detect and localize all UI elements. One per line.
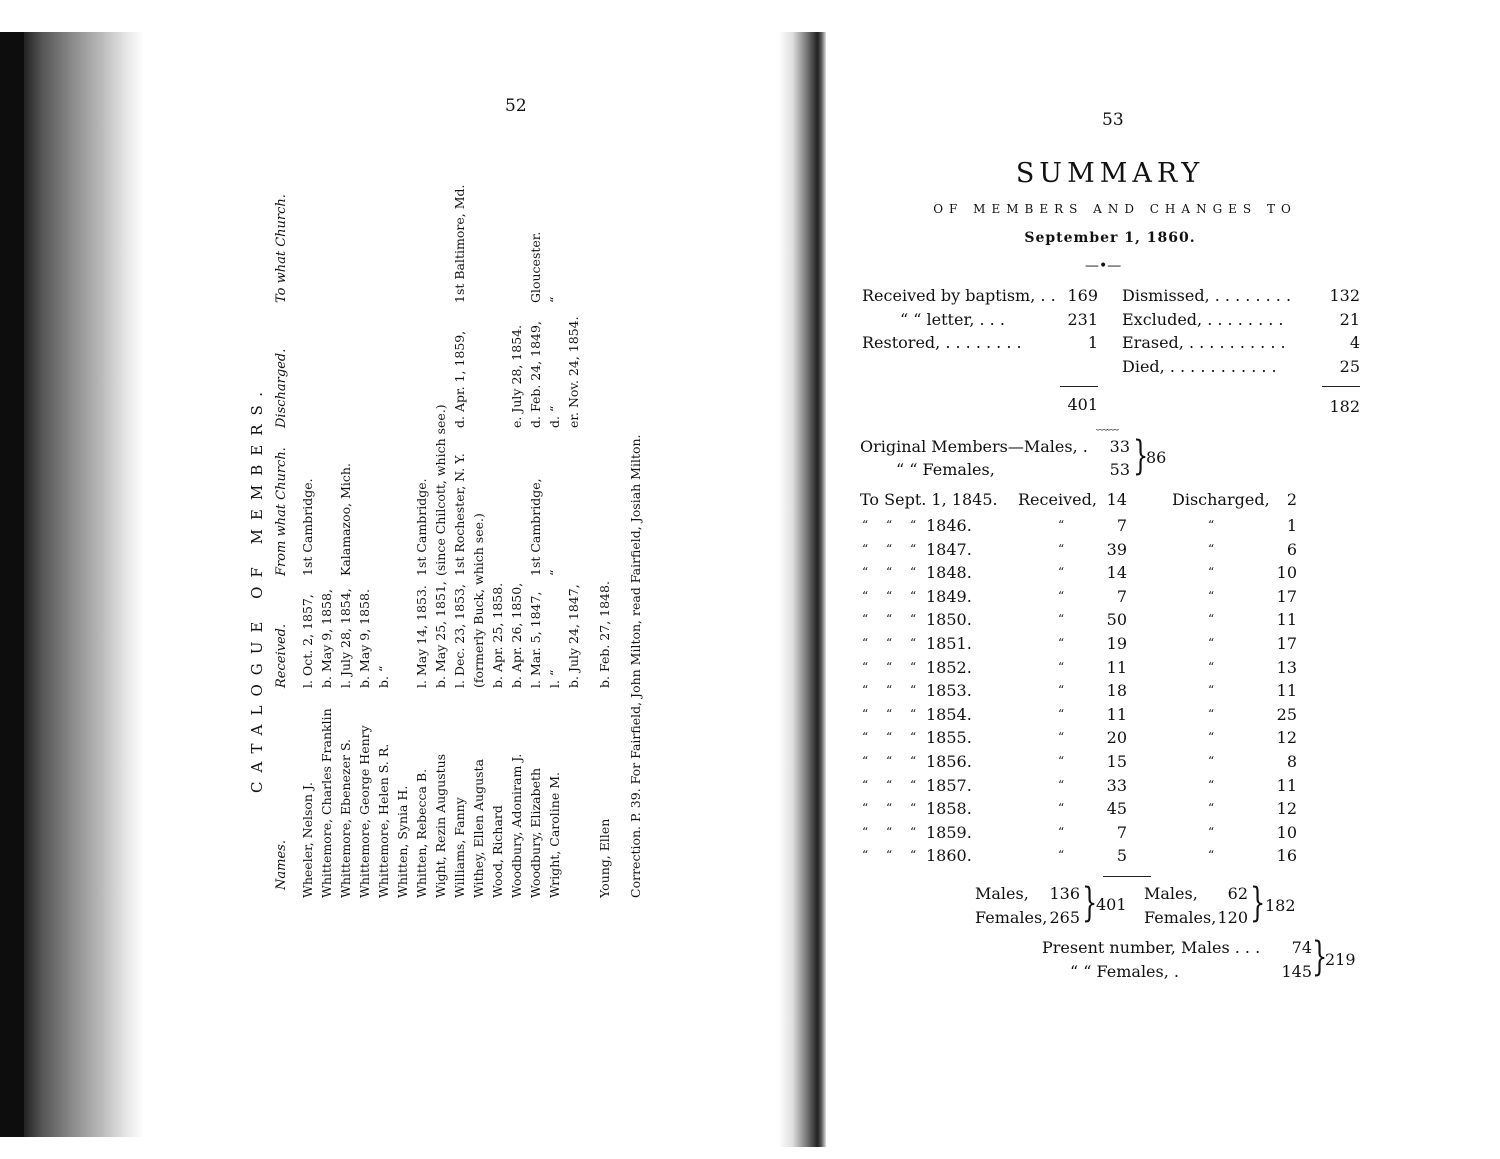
catalogue-name: Wood, Richard <box>490 805 505 898</box>
year-ditto-2: “ <box>886 683 893 698</box>
year-label: 1856. <box>926 752 972 771</box>
year-ditto-2: “ <box>886 824 893 839</box>
present-total: 219 <box>1325 950 1356 969</box>
page-number-left: 52 <box>505 96 527 116</box>
catalogue-discharged: d. Apr. 1, 1859, <box>452 330 467 428</box>
catalogue-discharged: er. Nov. 24, 1854. <box>566 316 581 428</box>
year-ditto-1: “ <box>862 636 869 650</box>
year-received: 39 <box>1106 539 1127 559</box>
year-label: 1860. <box>926 846 972 866</box>
summary-subtitle: OF MEMBERS AND CHANGES TO <box>933 202 1297 216</box>
catalogue-received: b. Apr. 25, 1858. <box>490 582 505 688</box>
year-ditto-2: “ <box>886 754 893 768</box>
catalogue-name: Withey, Ellen Augusta <box>471 758 486 898</box>
restored-value: 1 <box>1087 333 1098 352</box>
catalogue-name: Whittemore, Helen S. R. <box>376 743 391 898</box>
year-ditto-2: “ <box>886 588 893 603</box>
year-ditto-1: “ <box>862 730 869 745</box>
discharged-ditto: “ <box>1208 801 1215 816</box>
discharged-ditto: “ <box>1208 588 1215 603</box>
catalogue-received: l. Dec. 23, 1853, <box>452 584 467 688</box>
year-ditto-2: “ <box>886 777 893 792</box>
received-ditto: “ <box>1058 754 1065 768</box>
catalogue-from: (since Chilcott, which see.) <box>433 404 448 576</box>
year-received: 20 <box>1106 728 1127 748</box>
discharged-ditto: “ <box>1208 754 1215 768</box>
discharged-ditto: “ <box>1208 730 1215 745</box>
year-ditto-3: “ <box>910 730 917 745</box>
year-label: 1854. <box>926 704 972 724</box>
erased-value: 4 <box>1349 333 1360 352</box>
catalogue-received: b. July 24, 1847, <box>566 584 581 688</box>
year-ditto-1: “ <box>862 612 869 627</box>
year-received: 7 <box>1116 586 1127 606</box>
year-received: 14 <box>1106 563 1127 583</box>
ornament-divider: —•— <box>1085 258 1122 274</box>
year-discharged: 11 <box>1276 681 1297 701</box>
catalogue-to: “ <box>547 296 562 303</box>
catalogue-received: b. Feb. 27, 1848. <box>597 581 612 688</box>
gender-received-females: 265 <box>1049 908 1080 927</box>
year-received: 5 <box>1116 846 1127 866</box>
year-ditto-1: “ <box>862 848 869 863</box>
catalogue-discharged: e. July 28, 1854. <box>509 324 524 428</box>
year-ditto-1: “ <box>862 659 869 674</box>
year-ditto-2: “ <box>886 801 893 816</box>
year-received: 45 <box>1106 799 1127 819</box>
catalogue-received: (formerly Buck, which see.) <box>471 513 486 688</box>
discharged-ditto: “ <box>1208 824 1215 839</box>
catalogue-name: Whitten, Rebecca B. <box>414 768 429 898</box>
gender-discharged-total: 182 <box>1265 896 1296 915</box>
catalogue-received: b. May 25, 1851, <box>433 581 448 688</box>
year-received: 50 <box>1106 610 1127 630</box>
gender-discharged-males: 62 <box>1227 884 1248 903</box>
year-discharged: 11 <box>1276 775 1297 795</box>
catalogue-name: Whittemore, Ebenezer S. <box>338 738 353 898</box>
year-discharged: 1 <box>1286 516 1297 535</box>
year-ditto-3: “ <box>910 824 917 839</box>
catalogue-from: 1st Cambridge, <box>528 478 543 576</box>
dismissed-label: Dismissed, . . . . . . . . <box>1122 286 1292 305</box>
present-males-label: Present number, Males . . . <box>1042 938 1261 957</box>
book-gutter <box>778 32 826 1147</box>
year-label: 1851. <box>926 634 972 653</box>
year-discharged: 12 <box>1276 799 1297 819</box>
discharged-ditto: “ <box>1208 518 1215 532</box>
year-received: 11 <box>1106 657 1127 677</box>
header-received: Received. <box>274 623 289 688</box>
scan-edge-left <box>0 32 24 1137</box>
received-ditto: “ <box>1058 706 1065 721</box>
year-ditto-3: “ <box>910 848 917 863</box>
year-discharged: 10 <box>1276 563 1297 583</box>
year-header-discharged: 2 <box>1286 490 1297 509</box>
discharged-ditto: “ <box>1208 683 1215 698</box>
restored-label: Restored, . . . . . . . . <box>862 333 1022 352</box>
brace-original: } <box>1133 433 1149 479</box>
year-discharged: 12 <box>1276 728 1297 748</box>
year-received: 7 <box>1116 822 1127 842</box>
catalogue-received: b. May 9, 1858. <box>357 589 372 688</box>
discharged-ditto: “ <box>1208 565 1215 580</box>
discharged-ditto: “ <box>1208 848 1215 863</box>
correction-note: Correction. P. 39. For Fairfield, John Milton, read Fairfield, Josiah Milton. <box>628 434 643 898</box>
year-header-received: 14 <box>1106 490 1127 509</box>
discharged-ditto: “ <box>1208 612 1215 627</box>
year-ditto-3: “ <box>910 754 917 768</box>
year-ditto-3: “ <box>910 518 917 532</box>
brace-gender-discharged: } <box>1250 880 1266 926</box>
catalogue-to: 1st Baltimore, Md. <box>452 184 467 303</box>
year-ditto-2: “ <box>886 636 893 650</box>
year-ditto-2: “ <box>886 848 893 863</box>
received-ditto: “ <box>1058 730 1065 745</box>
year-discharged: 13 <box>1276 657 1297 677</box>
year-ditto-3: “ <box>910 541 917 556</box>
catalogue-received: b. “ <box>376 665 391 688</box>
gender-received-males-label: Males, <box>975 884 1029 903</box>
catalogue-name: Wright, Caroline M. <box>547 772 562 898</box>
received-ditto: “ <box>1058 612 1065 627</box>
year-ditto-3: “ <box>910 612 917 627</box>
summary-title: SUMMARY <box>1015 158 1205 189</box>
year-ditto-1: “ <box>862 541 869 556</box>
year-label: 1847. <box>926 539 972 559</box>
gender-discharged-females-label: Females, <box>1144 908 1217 927</box>
catalogue-to: Gloucester. <box>528 231 543 303</box>
summary-date: September 1, 1860. <box>1024 230 1196 246</box>
received-letter-label: “ “ letter, . . . <box>900 310 1005 329</box>
catalogue-received: l. July 28, 1854, <box>338 588 353 688</box>
catalogue-name: Wheeler, Nelson J. <box>300 782 315 898</box>
catalogue-rotated <box>248 58 668 898</box>
catalogue-from: “ <box>547 569 562 576</box>
year-ditto-3: “ <box>910 777 917 792</box>
received-letter-value: 231 <box>1067 310 1098 329</box>
year-ditto-3: “ <box>910 683 917 698</box>
catalogue-name: Woodbury, Adoniram J. <box>509 753 524 898</box>
year-ditto-1: “ <box>862 706 869 721</box>
removed-total: 182 <box>1329 397 1360 416</box>
year-ditto-3: “ <box>910 565 917 580</box>
dismissed-value: 132 <box>1329 286 1360 305</box>
page-number-right: 53 <box>1102 110 1124 130</box>
received-ditto: “ <box>1058 848 1065 863</box>
year-ditto-3: “ <box>910 801 917 816</box>
original-females-value: 53 <box>1109 460 1130 479</box>
year-ditto-1: “ <box>862 754 869 768</box>
year-ditto-2: “ <box>886 565 893 580</box>
catalogue-from: 1st Cambridge. <box>414 478 429 576</box>
year-ditto-3: “ <box>910 706 917 721</box>
year-label: 1846. <box>926 516 972 535</box>
year-label: 1850. <box>926 610 972 630</box>
gender-received-total: 401 <box>1096 895 1127 914</box>
year-ditto-3: “ <box>910 588 917 603</box>
year-discharged: 17 <box>1276 634 1297 653</box>
catalogue-from: 1st Cambridge. <box>300 478 315 576</box>
year-ditto-2: “ <box>886 518 893 532</box>
year-ditto-2: “ <box>886 612 893 627</box>
gender-discharged-females: 120 <box>1217 908 1248 927</box>
received-ditto: “ <box>1058 683 1065 698</box>
year-received: 11 <box>1106 704 1127 724</box>
catalogue-name: Williams, Fanny <box>452 797 467 898</box>
discharged-ditto: “ <box>1208 659 1215 674</box>
year-discharged: 17 <box>1276 586 1297 606</box>
catalogue-discharged: d. Feb. 24, 1849, <box>528 321 543 428</box>
catalogue-received: b. Apr. 26, 1850, <box>509 582 524 688</box>
catalogue-from: 1st Rochester, N. Y. <box>452 453 467 576</box>
wavy-divider: ﹏﹏ <box>1096 418 1119 432</box>
year-label: 1848. <box>926 563 972 583</box>
year-ditto-2: “ <box>886 541 893 556</box>
received-baptism-label: Received by baptism, . . <box>862 286 1056 305</box>
received-total: 401 <box>1067 395 1098 414</box>
brace-present: } <box>1312 934 1328 980</box>
rule-received-total <box>1060 386 1098 387</box>
catalogue-received: b. May 9, 1858, <box>319 589 334 688</box>
received-ditto: “ <box>1058 565 1065 580</box>
year-discharged: 16 <box>1276 846 1297 866</box>
excluded-label: Excluded, . . . . . . . . <box>1122 310 1284 329</box>
catalogue-name: Whitten, Synia H. <box>395 785 410 898</box>
year-discharged: 6 <box>1286 539 1297 559</box>
rule-yearly <box>1103 876 1151 877</box>
present-females-label: “ “ Females, . <box>1070 962 1179 981</box>
year-ditto-1: “ <box>862 588 869 603</box>
discharged-ditto: “ <box>1208 541 1215 556</box>
year-ditto-1: “ <box>862 777 869 792</box>
received-ditto: “ <box>1058 636 1065 650</box>
catalogue-received: l. Mar. 5, 1847, <box>528 591 543 688</box>
received-ditto: “ <box>1058 541 1065 556</box>
year-received: 7 <box>1116 516 1127 535</box>
received-ditto: “ <box>1058 518 1065 532</box>
year-ditto-1: “ <box>862 824 869 839</box>
year-received: 33 <box>1106 775 1127 795</box>
year-ditto-2: “ <box>886 706 893 721</box>
erased-label: Erased, . . . . . . . . . . <box>1122 333 1286 352</box>
catalogue-received: l. May 14, 1853. <box>414 585 429 688</box>
original-males-label: Original Members—Males, . <box>860 437 1088 456</box>
original-females-label: “ “ Females, <box>896 460 995 479</box>
catalogue-name: Woodbury, Elizabeth <box>528 767 543 898</box>
present-males: 74 <box>1291 938 1312 957</box>
discharged-ditto: “ <box>1208 636 1215 650</box>
discharged-ditto: “ <box>1208 706 1215 721</box>
year-label: 1859. <box>926 822 972 842</box>
excluded-value: 21 <box>1339 310 1360 329</box>
header-names: Names. <box>274 840 289 890</box>
received-ditto: “ <box>1058 824 1065 839</box>
catalogue-name: Whittemore, George Henry <box>357 725 372 898</box>
header-discharged: Discharged. <box>274 348 289 428</box>
original-total: 86 <box>1146 448 1167 467</box>
year-ditto-2: “ <box>886 659 893 674</box>
discharged-ditto: “ <box>1208 777 1215 792</box>
brace-gender-received: } <box>1082 880 1098 926</box>
received-ditto: “ <box>1058 777 1065 792</box>
catalogue-name: Wight, Rezin Augustus <box>433 753 448 898</box>
gender-discharged-males-label: Males, <box>1144 884 1198 903</box>
rule-removed-total <box>1322 386 1360 387</box>
year-header-label: To Sept. 1, 1845. <box>860 490 998 509</box>
gender-received-males: 136 <box>1049 884 1080 903</box>
year-ditto-1: “ <box>862 518 869 532</box>
died-value: 25 <box>1339 357 1360 376</box>
year-received: 19 <box>1106 634 1127 653</box>
year-label: 1849. <box>926 586 972 606</box>
present-females: 145 <box>1281 962 1312 981</box>
catalogue-name: Whittemore, Charles Franklin <box>319 708 334 898</box>
catalogue-title: CATALOGUE OF MEMBERS. <box>248 382 266 794</box>
year-label: 1852. <box>926 657 972 677</box>
gender-received-females-label: Females, <box>975 908 1048 927</box>
year-label: 1855. <box>926 728 972 748</box>
page-edge-shadow-left <box>24 32 144 1137</box>
year-discharged: 10 <box>1276 822 1297 842</box>
year-ditto-1: “ <box>862 565 869 580</box>
year-discharged: 25 <box>1276 704 1297 724</box>
header-from-church: From what Church. <box>274 447 289 576</box>
received-ditto: “ <box>1058 588 1065 603</box>
died-label: Died, . . . . . . . . . . . <box>1122 357 1277 376</box>
year-header-discharged-label: Discharged, <box>1172 490 1270 509</box>
year-discharged: 11 <box>1276 610 1297 630</box>
year-label: 1858. <box>926 799 972 819</box>
catalogue-from: Kalamazoo, Mich. <box>338 463 353 576</box>
year-received: 15 <box>1106 752 1127 771</box>
year-ditto-3: “ <box>910 636 917 650</box>
catalogue-received: l. Oct. 2, 1857, <box>300 594 315 688</box>
received-baptism-value: 169 <box>1067 286 1098 305</box>
year-label: 1853. <box>926 681 972 701</box>
year-ditto-3: “ <box>910 659 917 674</box>
catalogue-name: Young, Ellen <box>597 818 612 898</box>
year-discharged: 8 <box>1286 752 1297 771</box>
catalogue-received: l. “ <box>547 669 562 688</box>
header-to-church: To what Church. <box>274 194 289 303</box>
received-ditto: “ <box>1058 801 1065 816</box>
year-ditto-2: “ <box>886 730 893 745</box>
year-ditto-1: “ <box>862 683 869 698</box>
year-label: 1857. <box>926 775 972 795</box>
catalogue-discharged: d. “ <box>547 405 562 428</box>
year-ditto-1: “ <box>862 801 869 816</box>
year-received: 18 <box>1106 681 1127 701</box>
original-males-value: 33 <box>1109 437 1130 456</box>
year-header-received-label: Received, <box>1018 490 1097 509</box>
received-ditto: “ <box>1058 659 1065 674</box>
